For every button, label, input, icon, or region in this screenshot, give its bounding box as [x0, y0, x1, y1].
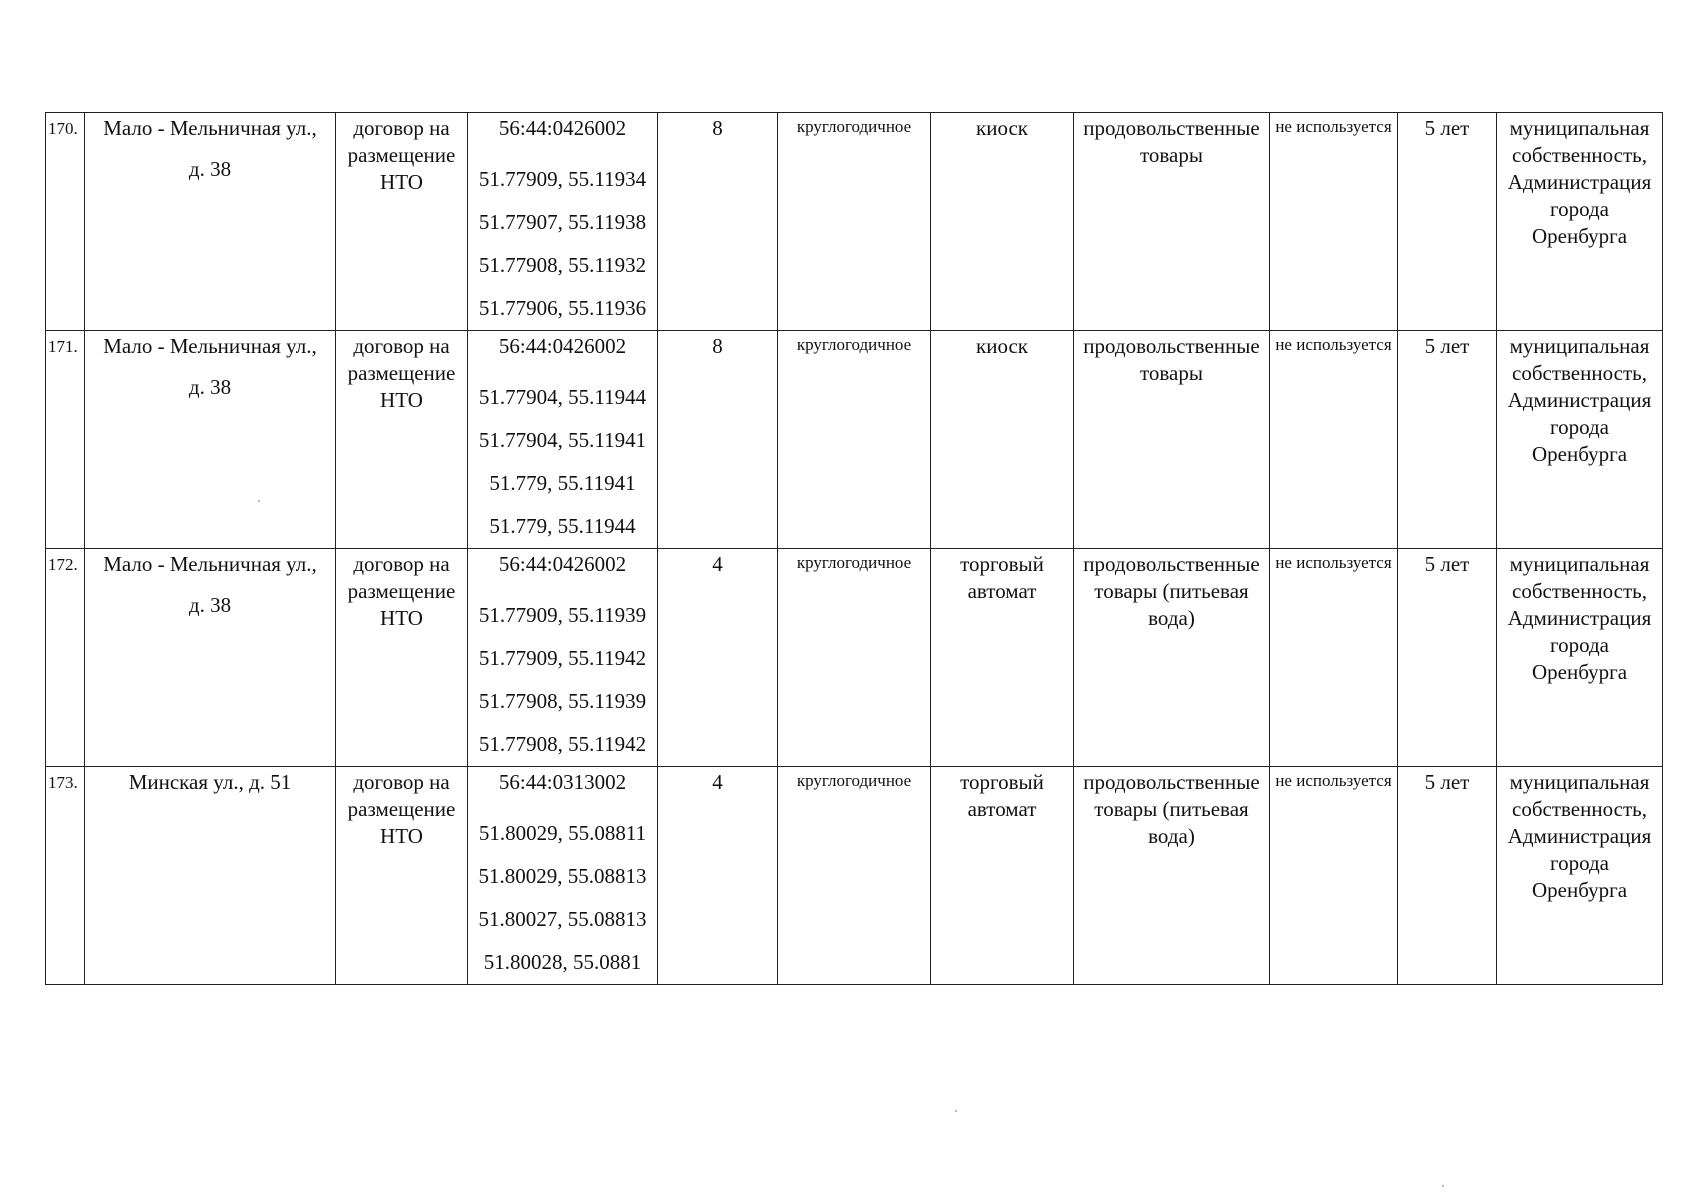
- coordinates-cell: [468, 549, 658, 767]
- coordinate-pair: 51.80028, 55.0881: [483, 950, 642, 974]
- table-row: [46, 767, 1663, 985]
- object-type-cell: киоск: [931, 113, 1074, 331]
- term-cell: 5 лет: [1398, 767, 1497, 985]
- row-number: 170.: [46, 113, 85, 331]
- address-cell: [85, 331, 336, 549]
- scan-speck: [1442, 1185, 1444, 1187]
- registry-sheet: [45, 112, 1662, 985]
- coordinate-pair: 51.77904, 55.11944: [478, 385, 647, 409]
- address-street: Мало - Мельничная ул.,: [103, 116, 317, 140]
- basis-cell: договор на размещение НТО: [336, 549, 468, 767]
- address-street: Минская ул., д. 51: [128, 770, 292, 794]
- specialization-cell: продовольственные товары: [1074, 113, 1270, 331]
- cadastral-number: 56:44:0426002: [498, 552, 627, 576]
- object-type-cell: торговый автомат: [931, 767, 1074, 985]
- period-cell: круглогодичное: [778, 549, 931, 767]
- registry-rows: [46, 113, 1663, 985]
- address-house: д. 38: [188, 593, 232, 617]
- coordinate-pair: 51.77908, 55.11932: [478, 253, 647, 277]
- table-row: [46, 113, 1663, 331]
- address-cell: [85, 549, 336, 767]
- object-type-cell: киоск: [931, 331, 1074, 549]
- table-row: [46, 549, 1663, 767]
- scan-speck: [258, 500, 260, 502]
- cadastral-number: 56:44:0313002: [498, 770, 627, 794]
- coordinate-pair: 51.77908, 55.11939: [478, 689, 647, 713]
- basis-cell: договор на размещение НТО: [336, 767, 468, 985]
- cadastral-number: 56:44:0426002: [498, 116, 627, 140]
- term-cell: 5 лет: [1398, 549, 1497, 767]
- coordinate-pair: 51.77909, 55.11939: [478, 603, 647, 627]
- area-count-cell: 4: [658, 767, 778, 985]
- coordinate-pair: 51.77909, 55.11942: [478, 646, 647, 670]
- owner-cell: муниципальная собственность, Администрация города Оренбурга: [1497, 113, 1663, 331]
- cadastral-number: 56:44:0426002: [498, 334, 627, 358]
- address-street: Мало - Мельничная ул.,: [103, 334, 317, 358]
- coordinate-pair: 51.779, 55.11941: [489, 471, 636, 495]
- coordinate-pair: 51.77909, 55.11934: [478, 167, 647, 191]
- nto-registry-table: [45, 112, 1663, 985]
- owner-cell: муниципальная собственность, Администрация города Оренбурга: [1497, 767, 1663, 985]
- coordinates-cell: [468, 767, 658, 985]
- basis-cell: договор на размещение НТО: [336, 113, 468, 331]
- period-cell: круглогодичное: [778, 331, 931, 549]
- specialization-cell: продовольственные товары: [1074, 331, 1270, 549]
- coordinate-pair: 51.779, 55.11944: [489, 514, 636, 538]
- usage-cell: не используется: [1270, 549, 1398, 767]
- row-number: 172.: [46, 549, 85, 767]
- row-number: 173.: [46, 767, 85, 985]
- address-cell: [85, 113, 336, 331]
- basis-cell: договор на размещение НТО: [336, 331, 468, 549]
- coordinate-pair: 51.80029, 55.08811: [478, 821, 647, 845]
- address-street: Мало - Мельничная ул.,: [103, 552, 317, 576]
- usage-cell: не используется: [1270, 331, 1398, 549]
- specialization-cell: продовольственные товары (питьевая вода): [1074, 767, 1270, 985]
- period-cell: круглогодичное: [778, 113, 931, 331]
- area-count-cell: 8: [658, 331, 778, 549]
- coordinates-cell: [468, 331, 658, 549]
- period-cell: круглогодичное: [778, 767, 931, 985]
- row-number: 171.: [46, 331, 85, 549]
- usage-cell: не используется: [1270, 767, 1398, 985]
- coordinates-cell: [468, 113, 658, 331]
- usage-cell: не используется: [1270, 113, 1398, 331]
- coordinate-pair: 51.80029, 55.08813: [478, 864, 647, 888]
- coordinate-pair: 51.77904, 55.11941: [478, 428, 647, 452]
- term-cell: 5 лет: [1398, 331, 1497, 549]
- area-count-cell: 8: [658, 113, 778, 331]
- coordinate-pair: 51.77906, 55.11936: [478, 296, 647, 320]
- object-type-cell: торговый автомат: [931, 549, 1074, 767]
- address-house: д. 38: [188, 375, 232, 399]
- term-cell: 5 лет: [1398, 113, 1497, 331]
- specialization-cell: продовольственные товары (питьевая вода): [1074, 549, 1270, 767]
- coordinate-pair: 51.77908, 55.11942: [478, 732, 647, 756]
- coordinate-pair: 51.77907, 55.11938: [478, 210, 647, 234]
- scan-speck: [955, 1110, 957, 1112]
- owner-cell: муниципальная собственность, Администрация города Оренбурга: [1497, 331, 1663, 549]
- area-count-cell: 4: [658, 549, 778, 767]
- table-row: [46, 331, 1663, 549]
- owner-cell: муниципальная собственность, Администрация города Оренбурга: [1497, 549, 1663, 767]
- coordinate-pair: 51.80027, 55.08813: [478, 907, 647, 931]
- address-house: д. 38: [188, 157, 232, 181]
- address-cell: [85, 767, 336, 985]
